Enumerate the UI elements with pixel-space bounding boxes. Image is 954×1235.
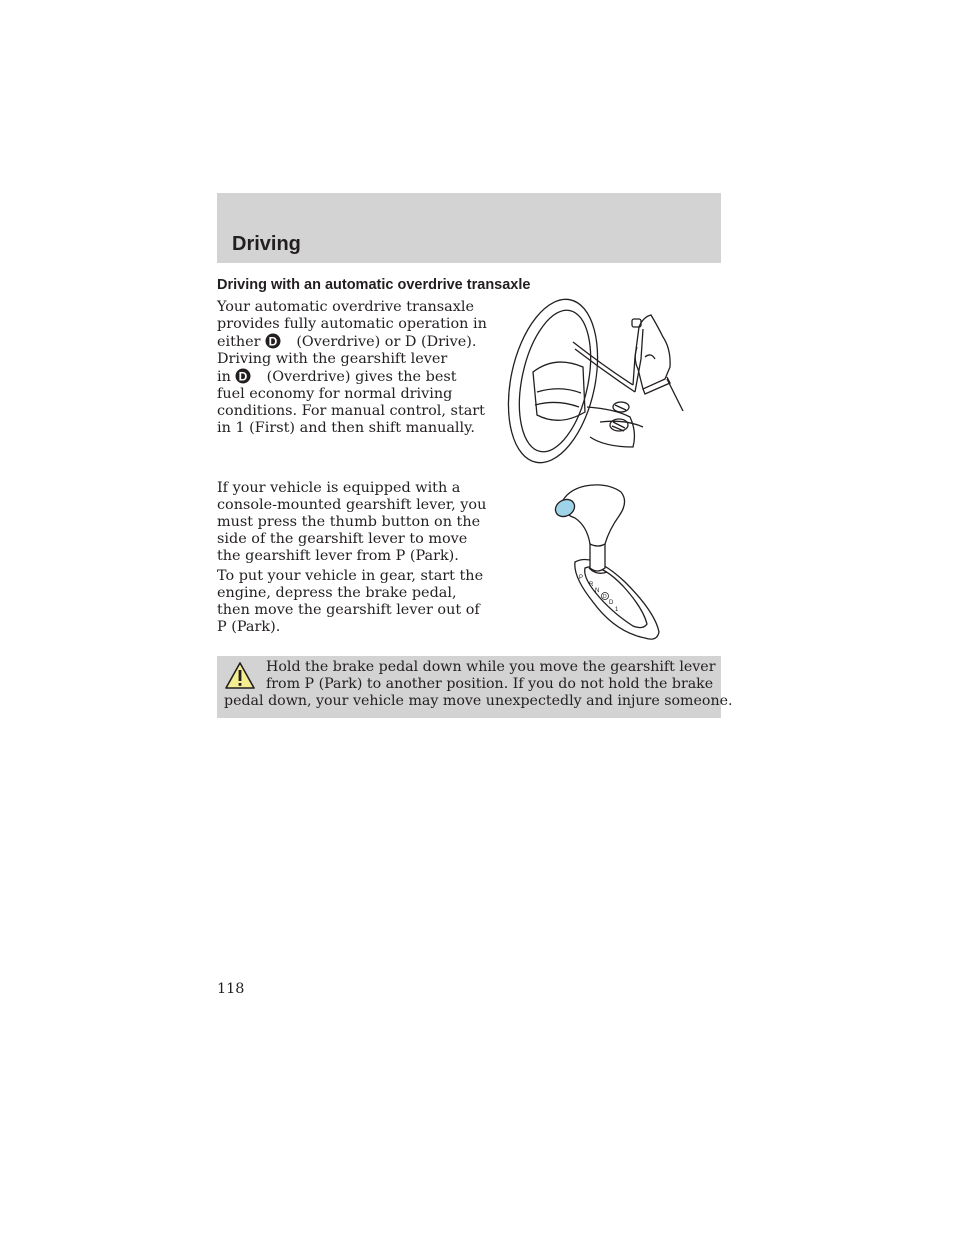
overdrive-d-icon [235,368,251,384]
text-line: P (Park). [217,619,281,635]
overdrive-d-icon [265,333,281,349]
overdrive-symbol-label: D [239,369,248,384]
shifter-label-drive: D [609,600,614,606]
text-line: engine, depress the brake pedal, [217,585,457,601]
text-line: To put your vehicle in gear, start the [217,568,484,584]
column-shift-steering-wheel-illustration [505,297,690,467]
warning-box [217,656,733,718]
text-fragment: (Overdrive) gives the best [266,369,457,385]
text-line: console-mounted gearshift lever, you [217,497,487,513]
chapter-header-band [217,193,721,263]
text-line: then move the gearshift lever out of [217,602,480,618]
text-line: conditions. For manual control, start [217,403,485,419]
text-fragment: either [217,334,261,350]
text-line: provides fully automatic operation in [217,316,487,332]
warning-text [224,659,733,710]
text-line: Hold the brake pedal down while you move the gearshift lever [266,659,716,675]
shifter-label-park: P [579,575,584,581]
paragraph-overdrive-intro [217,299,487,437]
text-line [217,368,479,386]
page-number: 118 [217,981,245,997]
text-line: If your vehicle is equipped with a [217,480,461,496]
text-line: the gearshift lever from P (Park). [217,548,459,564]
text-line: fuel economy for normal driving [217,386,453,402]
text-fragment: in [217,369,231,385]
paragraph-console-shifter [217,480,487,565]
paragraph-put-in-gear [217,568,484,636]
shifter-label-first: 1 [615,607,619,613]
shifter-label-overdrive: D [603,594,607,600]
shifter-label-reverse: R [589,582,594,588]
text-line: from P (Park) to another position. If you do not hold the brake [266,676,714,692]
console-gearshift-illustration [545,482,665,642]
text-line: side of the gearshift lever to move [217,531,468,547]
text-line: Your automatic overdrive transaxle [217,299,474,315]
text-fragment: (Overdrive) or D (Drive). [296,334,477,350]
text-line: pedal down, your vehicle may move unexpectedly and injure someone. [224,693,733,709]
shifter-label-neutral: N [595,588,600,594]
text-line: Driving with the gearshift lever [217,351,448,367]
chapter-title: Driving [232,233,301,255]
overdrive-symbol-label: D [268,334,278,349]
text-line [217,333,479,351]
section-heading: Driving with an automatic overdrive transaxle [217,277,531,293]
text-line: must press the thumb button on the [217,514,481,530]
text-line: in 1 (First) and then shift manually. [217,420,475,436]
